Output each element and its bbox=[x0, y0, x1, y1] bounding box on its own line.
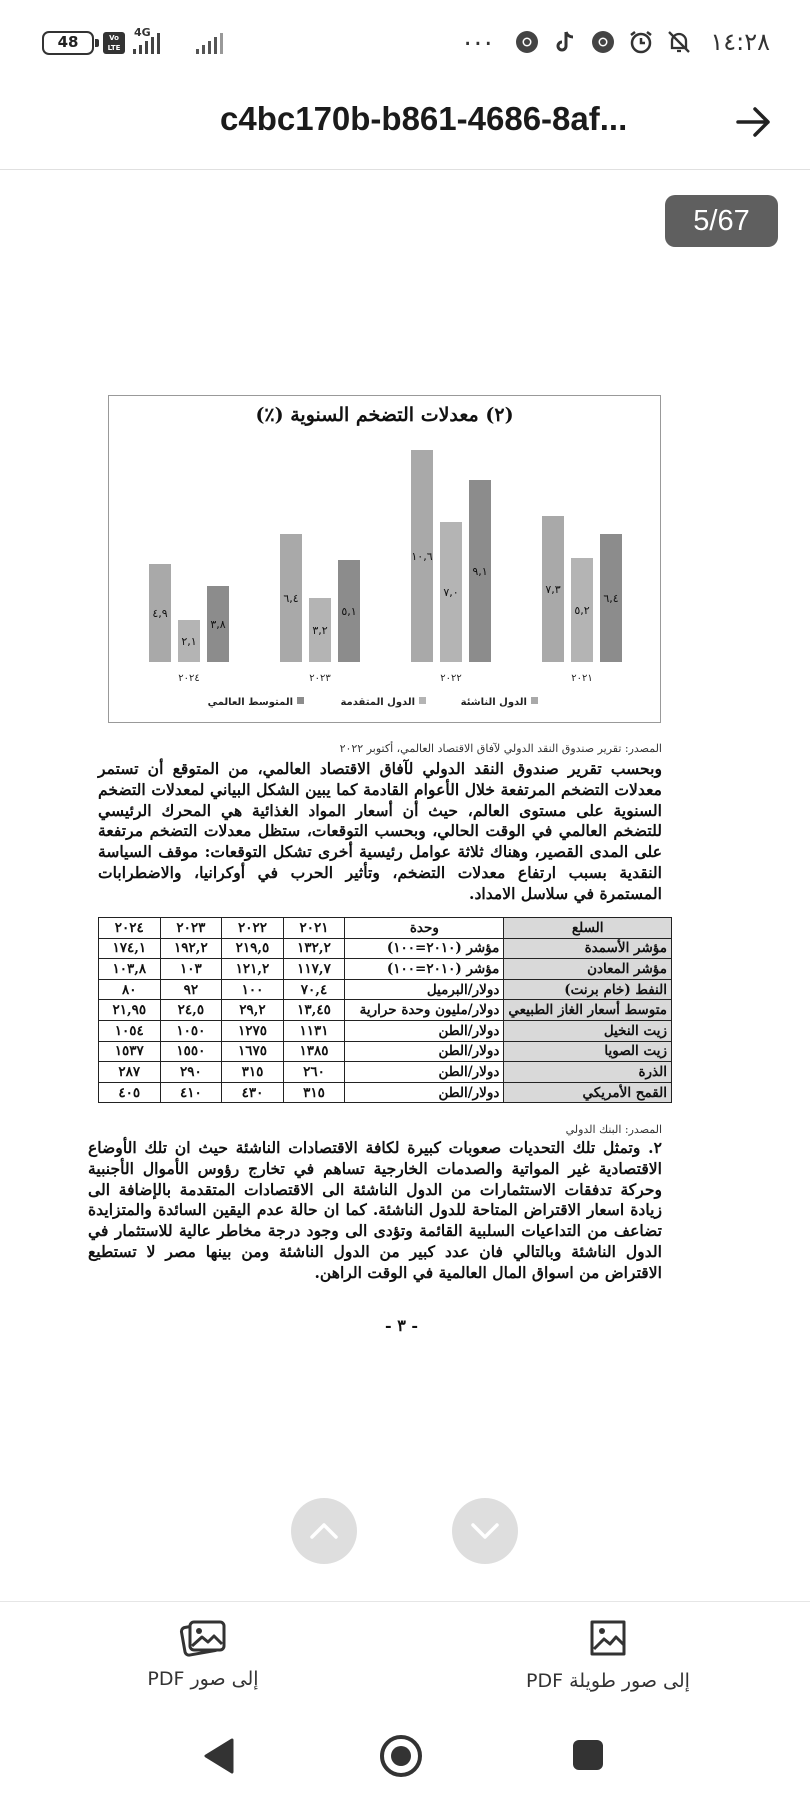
table-row bbox=[99, 1062, 672, 1083]
value-cell: ١١٣١ bbox=[283, 1020, 345, 1041]
value-cell: ١٥٥٠ bbox=[160, 1041, 222, 1062]
table-header-cell: ٢٠٢٤ bbox=[99, 918, 161, 939]
table-row bbox=[99, 1000, 672, 1021]
legend-swatch bbox=[531, 697, 538, 704]
legend-swatch bbox=[419, 697, 426, 704]
value-cell: ٢١٩,٥ bbox=[222, 938, 284, 959]
value-cell: ١١٧,٧ bbox=[283, 959, 345, 980]
commodity-name-cell: مؤشر المعادن bbox=[504, 959, 672, 980]
chart-data-label: ٣,٨ bbox=[210, 618, 226, 631]
table-row bbox=[99, 959, 672, 980]
value-cell: ١٩٢,٢ bbox=[160, 938, 222, 959]
value-cell: ٧٠,٤ bbox=[283, 979, 345, 1000]
chart-data-label: ٧,٠ bbox=[443, 586, 459, 599]
commodity-name-cell: زيت الصويا bbox=[504, 1041, 672, 1062]
volte-icon: Vo LTE bbox=[103, 32, 125, 54]
alarm-icon bbox=[628, 29, 654, 55]
legend-label: الدول المتقدمة bbox=[340, 697, 415, 708]
value-cell: ١٠٥٠ bbox=[160, 1020, 222, 1041]
battery-indicator: 48 bbox=[42, 31, 94, 55]
value-cell: ١٥٣٧ bbox=[99, 1041, 161, 1062]
chart-plot bbox=[109, 396, 662, 724]
chart-data-label: ٢,١ bbox=[181, 635, 197, 648]
value-cell: ٩٢ bbox=[160, 979, 222, 1000]
value-cell: ٤٠٥ bbox=[99, 1082, 161, 1103]
chart-source: المصدر: تقرير صندوق النقد الدولي لآفاق الاقتصاد العالمي، أكتوبر ٢٠٢٢ bbox=[339, 742, 662, 755]
value-cell: ١٠٣,٨ bbox=[99, 959, 161, 980]
unit-cell: دولار/الطن bbox=[345, 1020, 504, 1041]
table-row bbox=[99, 1041, 672, 1062]
table-source: المصدر: البنك الدولي bbox=[565, 1123, 662, 1136]
commodity-name-cell: القمح الأمريكي bbox=[504, 1082, 672, 1103]
chart-data-label: ٧,٣ bbox=[545, 583, 561, 596]
value-cell: ٢٨٧ bbox=[99, 1062, 161, 1083]
home-icon[interactable] bbox=[378, 1733, 424, 1779]
commodity-name-cell: زيت النخيل bbox=[504, 1020, 672, 1041]
next-page-button[interactable] bbox=[452, 1498, 518, 1564]
inflation-chart bbox=[108, 395, 661, 723]
to-long-pdf-images-label: إلى صور طويلة PDF bbox=[526, 1670, 690, 1692]
commodity-name-cell: متوسط أسعار الغاز الطبيعي bbox=[504, 1000, 672, 1021]
images-icon bbox=[179, 1616, 227, 1658]
system-navigation-bar bbox=[0, 1716, 810, 1800]
value-cell: ١٦٧٥ bbox=[222, 1041, 284, 1062]
value-cell: ٣١٥ bbox=[222, 1062, 284, 1083]
back-icon[interactable] bbox=[200, 1736, 236, 1776]
chart-data-label: ١٠,٦ bbox=[411, 550, 433, 563]
list-number: ٢. bbox=[648, 1138, 662, 1157]
chrome-icon bbox=[514, 29, 540, 55]
value-cell: ١٢٧٥ bbox=[222, 1020, 284, 1041]
chart-data-label: ٦,٤ bbox=[283, 592, 299, 605]
table-header-cell: ٢٠٢٢ bbox=[222, 918, 284, 939]
document-title: c4bc170b-b861-4686-8af... bbox=[220, 100, 628, 137]
unit-cell: دولار/البرميل bbox=[345, 979, 504, 1000]
chevron-down-icon bbox=[469, 1515, 501, 1547]
table-row bbox=[99, 938, 672, 959]
overflow-dots-icon: ... bbox=[463, 22, 495, 52]
chart-data-label: ٩,١ bbox=[472, 565, 488, 578]
legend-label: الدول الناشئة bbox=[460, 697, 527, 708]
value-cell: ١٠٣ bbox=[160, 959, 222, 980]
network-type: 4G bbox=[134, 26, 151, 39]
page-indicator: 5/67 bbox=[665, 195, 778, 247]
value-cell: ٤١٠ bbox=[160, 1082, 222, 1103]
tiktok-icon bbox=[552, 29, 578, 55]
value-cell: ١٣٢,٢ bbox=[283, 938, 345, 959]
signal-strength-icon bbox=[194, 30, 242, 56]
value-cell: ١٣,٤٥ bbox=[283, 1000, 345, 1021]
status-bar bbox=[0, 0, 810, 88]
chart-category-label: ٢٠٢٣ bbox=[309, 673, 331, 684]
commodity-name-cell: مؤشر الأسمدة bbox=[504, 938, 672, 959]
clock: ١٤:٢٨ bbox=[710, 28, 770, 56]
table-row bbox=[99, 1020, 672, 1041]
paragraph-challenges bbox=[88, 1138, 662, 1284]
chart-data-label: ٥,٢ bbox=[574, 604, 590, 617]
bottom-action-bar bbox=[0, 1601, 810, 1715]
value-cell: ٣١٥ bbox=[283, 1082, 345, 1103]
chart-data-label: ٦,٤ bbox=[603, 592, 619, 605]
previous-page-button[interactable] bbox=[291, 1498, 357, 1564]
table-row bbox=[99, 1082, 672, 1103]
paragraph-inflation-outlook: وبحسب تقرير صندوق النقد الدولي لآفاق الاقتصاد العالمي، من المتوقع أن تستمر معدلات التضخم المرتفعة خلال الأعوام القادمة كما يبين الشكل البياني لمعدلات التضخم السنوية على مستوى العالم، حيث أن أسعار المواد الغذائية هي المحرك الرئيسي للتضخم العالمي في الوقت الحالي، وبحسب التوقعات، ستظل معدلات التضخم مرتفعة على المدى القصير، وهناك ثلاثة عوامل رئيسية أخرى تشكل التوقعات: موقف السياسة النقدية بسبب ارتفاع معدلات التضخم، وتأثير الحرب في أوكرانيا، والاضطرابات المستمرة في سلاسل الامداد. bbox=[98, 759, 662, 903]
page-number: - ٣ - bbox=[385, 1316, 419, 1335]
to-pdf-images-button[interactable] bbox=[83, 1616, 323, 1690]
notifications-off-icon bbox=[666, 29, 692, 55]
value-cell: ١٠٥٤ bbox=[99, 1020, 161, 1041]
table-header-row bbox=[99, 918, 672, 939]
legend-label: المتوسط العالمي bbox=[207, 697, 293, 708]
unit-cell: دولار/الطن bbox=[345, 1062, 504, 1083]
value-cell: ١٢١,٢ bbox=[222, 959, 284, 980]
value-cell: ١٣٨٥ bbox=[283, 1041, 345, 1062]
chart-category-label: ٢٠٢١ bbox=[571, 673, 593, 684]
long-image-icon bbox=[586, 1616, 630, 1660]
value-cell: ٢١,٩٥ bbox=[99, 1000, 161, 1021]
chrome-icon bbox=[590, 29, 616, 55]
unit-cell: مؤشر (٢٠١٠=١٠٠) bbox=[345, 959, 504, 980]
chart-data-label: ٥,١ bbox=[341, 605, 357, 618]
paragraph-challenges-text: وتمثل تلك التحديات صعوبات كبيرة لكافة الاقتصادات الناشئة حيث ان تلك الأوضاع الاقتصادية غير المواتية والصدمات الخارجية تساهم في تخارج رؤوس الأموال الأجنبية وحركة تدفقات الاستثمارات من الدول الناشئة الى الاقتصادات المتقدمة بالإضافة الى زيادة اسعار الاقتراض المتاحة للدول الناشئة. كما ان حالة عدم اليقين السائدة والمتزايدة تضاعف من التداعيات السلبية القائمة وتؤدى الى وجود درجة مخاطر عالية للاستثمار في الدول الناشئة وبالتالي فان عدد كبير من الدول الناشئة ومن بينها مصر لا تستطيع الاقتراض من اسواق المال العالمية في الوقت الراهن. bbox=[88, 1138, 662, 1282]
value-cell: ١٧٤,١ bbox=[99, 938, 161, 959]
value-cell: ٢٤,٥ bbox=[160, 1000, 222, 1021]
table-header-cell: ٢٠٢٣ bbox=[160, 918, 222, 939]
table-header-cell: السلع bbox=[504, 918, 672, 939]
commodity-name-cell: الذرة bbox=[504, 1062, 672, 1083]
to-long-pdf-images-button[interactable] bbox=[488, 1616, 728, 1692]
table-row bbox=[99, 979, 672, 1000]
unit-cell: دولار/الطن bbox=[345, 1082, 504, 1103]
recent-apps-icon[interactable] bbox=[571, 1738, 605, 1772]
chart-title: (٢) معدلات التضخم السنوية (٪) bbox=[255, 404, 514, 426]
value-cell: ٢٩٠ bbox=[160, 1062, 222, 1083]
chart-data-label: ٤,٩ bbox=[152, 607, 168, 620]
value-cell: ١٠٠ bbox=[222, 979, 284, 1000]
unit-cell: دولار/الطن bbox=[345, 1041, 504, 1062]
arrow-right-icon[interactable] bbox=[734, 102, 774, 142]
unit-cell: دولار/مليون وحدة حرارية bbox=[345, 1000, 504, 1021]
chart-data-label: ٣,٢ bbox=[312, 624, 328, 637]
app-header bbox=[0, 88, 810, 170]
value-cell: ٨٠ bbox=[99, 979, 161, 1000]
legend-swatch bbox=[297, 697, 304, 704]
signal-strength-icon bbox=[131, 30, 179, 56]
commodity-name-cell: النفط (خام برنت) bbox=[504, 979, 672, 1000]
value-cell: ٢٦٠ bbox=[283, 1062, 345, 1083]
chart-category-label: ٢٠٢٢ bbox=[440, 673, 462, 684]
chart-category-label: ٢٠٢٤ bbox=[178, 673, 200, 684]
value-cell: ٤٣٠ bbox=[222, 1082, 284, 1103]
commodity-prices-table bbox=[98, 917, 672, 1103]
unit-cell: مؤشر (٢٠١٠=١٠٠) bbox=[345, 938, 504, 959]
table-header-cell: وحدة bbox=[345, 918, 504, 939]
chevron-up-icon bbox=[308, 1515, 340, 1547]
table-header-cell: ٢٠٢١ bbox=[283, 918, 345, 939]
value-cell: ٢٩,٢ bbox=[222, 1000, 284, 1021]
to-pdf-images-label: إلى صور PDF bbox=[147, 1668, 259, 1690]
